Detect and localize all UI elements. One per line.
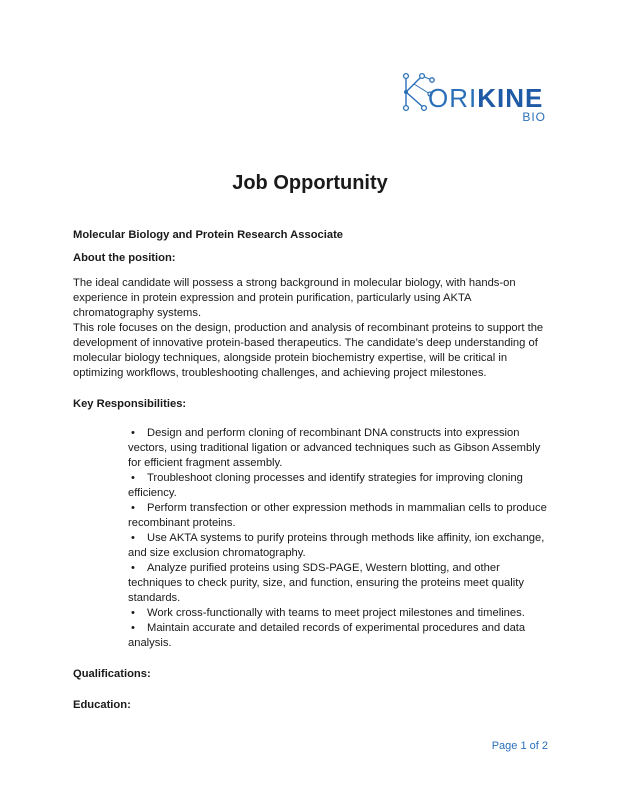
job-title: Molecular Biology and Protein Research Associate: [73, 229, 344, 241]
list-item-text: Maintain accurate and detailed records of experimental procedures and data analysis.: [128, 622, 526, 649]
list-item: [128, 501, 553, 531]
list-item-text: Troubleshoot cloning processes and identify strategies for improving cloning efficiency.: [128, 472, 523, 499]
responsibilities-list: [73, 426, 553, 651]
bullet-icon: •: [131, 622, 135, 634]
list-item: [128, 561, 553, 606]
about-heading: About the position:: [73, 252, 176, 264]
bullet-icon: •: [131, 502, 135, 514]
bullet-icon: •: [131, 427, 135, 439]
list-item-text: Perform transfection or other expression methods in mammalian cells to produce recombinant proteins.: [128, 502, 547, 529]
bullet-icon: •: [131, 607, 135, 619]
list-item: [128, 531, 553, 561]
list-item-text: Design and perform cloning of recombinant DNA constructs into expression vectors, using traditional ligation or advanced techniques such as Gibson Assembly for efficient fragment assembly.: [128, 427, 541, 469]
company-logo: [400, 70, 550, 126]
bullet-icon: •: [131, 472, 135, 484]
logo-subtitle: BIO: [522, 110, 546, 124]
logo-word-bold: KINE: [477, 83, 544, 113]
list-item: [128, 606, 553, 621]
list-item: [128, 471, 553, 501]
logo-wordmark: [428, 84, 543, 112]
list-item: [128, 426, 553, 471]
bullet-icon: •: [131, 532, 135, 544]
list-item: [128, 621, 553, 651]
page-title: Job Opportunity: [232, 172, 388, 194]
list-item-text: Use AKTA systems to purify proteins through methods like affinity, ion exchange, and size exclusion chromatography.: [128, 532, 545, 559]
education-heading: Education:: [73, 699, 131, 711]
document-body: [73, 228, 553, 713]
page-number: Page 1 of 2: [491, 740, 548, 752]
bullet-icon: •: [131, 562, 135, 574]
qualifications-heading: Qualifications:: [73, 668, 151, 680]
list-item-text: Work cross-functionally with teams to meet project milestones and timelines.: [147, 607, 525, 619]
about-paragraph-2: This role focuses on the design, production and analysis of recombinant proteins to support the development of innovative protein-based therapeutics. The candidate’s deep understanding of molecular biology techniques, alongside protein biochemistry expertise, will be critical in optimizing workflows, troubleshooting challenges, and achieving project milestones.: [73, 322, 544, 379]
about-paragraph-1: The ideal candidate will possess a strong background in molecular biology, with hands-on experience in protein expression and protein purification, particularly using AKTA chromatography systems.: [73, 277, 516, 319]
logo-word-light: ORI: [428, 83, 478, 113]
responsibilities-heading: Key Responsibilities:: [73, 398, 187, 410]
list-item-text: Analyze purified proteins using SDS-PAGE, Western blotting, and other techniques to check purity, size, and function, ensuring the proteins meet quality standards.: [128, 562, 524, 604]
